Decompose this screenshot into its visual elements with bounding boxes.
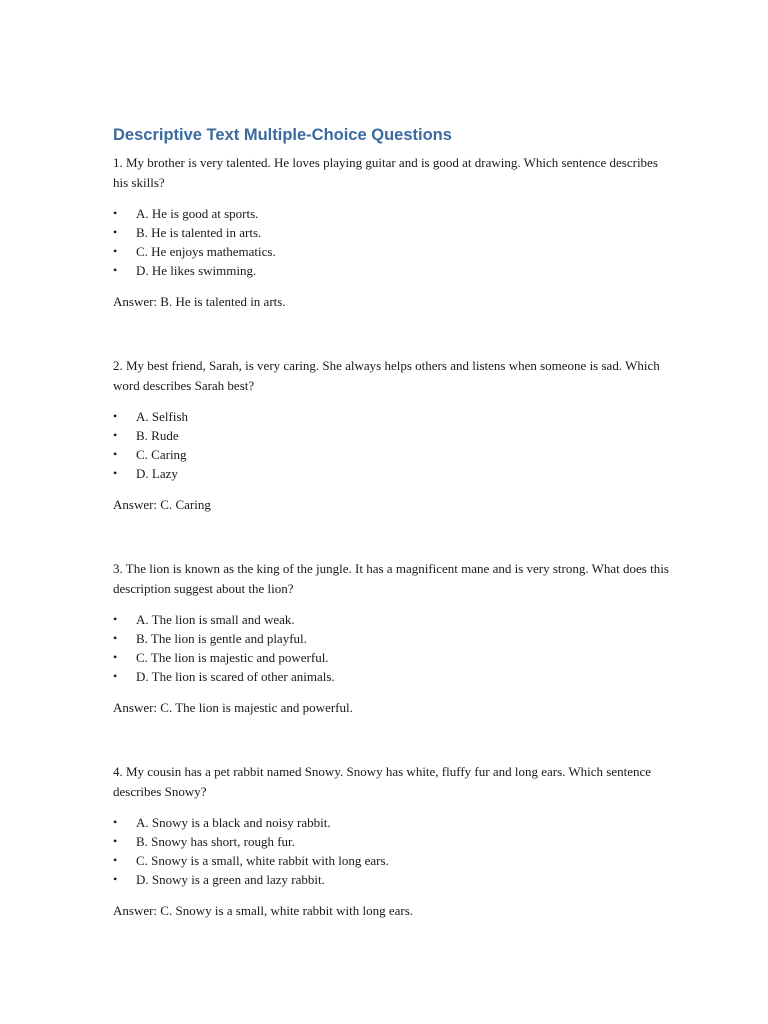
option-2c [113, 445, 673, 464]
option-4c [113, 851, 673, 870]
option-4b [113, 832, 673, 851]
question-block-2 [113, 356, 673, 515]
document-page [113, 124, 673, 965]
question-text-4: 4. My cousin has a pet rabbit named Snowy. Snowy has white, fluffy fur and long ears. Which sentence describes Snowy? [113, 764, 652, 799]
option-3c [113, 648, 673, 667]
option-3d [113, 667, 673, 686]
bullet-icon: • [113, 409, 118, 423]
question-text-3: 3. The lion is known as the king of the jungle. It has a magnificent mane and is very strong. What does this description suggest about the lion? [113, 561, 669, 596]
bullet-icon: • [113, 447, 118, 461]
option-label: A. Snowy is a black and noisy rabbit. [136, 815, 331, 830]
option-label: D. Lazy [136, 466, 178, 481]
answer-text-2: Answer: C. Caring [113, 497, 211, 512]
option-2d [113, 464, 673, 483]
bullet-icon: • [113, 669, 118, 683]
option-label: D. The lion is scared of other animals. [136, 669, 335, 684]
option-label: C. The lion is majestic and powerful. [136, 650, 329, 665]
answer-text-1: Answer: B. He is talented in arts. [113, 294, 286, 309]
bullet-icon: • [113, 650, 118, 664]
option-label: B. Snowy has short, rough fur. [136, 834, 295, 849]
option-label: C. Caring [136, 447, 187, 462]
option-4d [113, 870, 673, 889]
option-3b [113, 629, 673, 648]
bullet-icon: • [113, 834, 118, 848]
bullet-icon: • [113, 225, 118, 239]
option-2a [113, 407, 673, 426]
option-label: A. Selfish [136, 409, 188, 424]
option-label: D. Snowy is a green and lazy rabbit. [136, 872, 325, 887]
bullet-icon: • [113, 428, 118, 442]
question-block-3 [113, 559, 673, 718]
option-label: B. He is talented in arts. [136, 225, 262, 240]
question-text-2: 2. My best friend, Sarah, is very caring. She always helps others and listens when someone is sad. Which word describes Sarah best? [113, 358, 660, 393]
bullet-icon: • [113, 206, 118, 220]
bullet-icon: • [113, 815, 118, 829]
option-1b [113, 223, 673, 242]
question-block-1 [113, 153, 673, 312]
option-list-3 [113, 610, 673, 686]
option-4a [113, 813, 673, 832]
option-label: D. He likes swimming. [136, 263, 257, 278]
answer-text-4: Answer: C. Snowy is a small, white rabbit with long ears. [113, 903, 414, 918]
bullet-icon: • [113, 631, 118, 645]
option-3a [113, 610, 673, 629]
bullet-icon: • [113, 244, 118, 258]
bullet-icon: • [113, 872, 118, 886]
question-text-1: 1. My brother is very talented. He loves playing guitar and is good at drawing. Which sentence describes his skills? [113, 155, 658, 190]
option-label: B. The lion is gentle and playful. [136, 631, 307, 646]
bullet-icon: • [113, 466, 118, 480]
option-label: C. Snowy is a small, white rabbit with long ears. [136, 853, 389, 868]
option-1d [113, 261, 673, 280]
option-label: A. The lion is small and weak. [136, 612, 295, 627]
answer-text-3: Answer: C. The lion is majestic and powerful. [113, 700, 353, 715]
option-label: A. He is good at sports. [136, 206, 259, 221]
option-list-1 [113, 204, 673, 280]
bullet-icon: • [113, 612, 118, 626]
option-label: C. He enjoys mathematics. [136, 244, 276, 259]
option-1a [113, 204, 673, 223]
document-title: Descriptive Text Multiple-Choice Questions [113, 126, 452, 144]
option-2b [113, 426, 673, 445]
question-block-4 [113, 762, 673, 921]
bullet-icon: • [113, 263, 118, 277]
option-label: B. Rude [136, 428, 179, 443]
option-1c [113, 242, 673, 261]
option-list-2 [113, 407, 673, 483]
bullet-icon: • [113, 853, 118, 867]
option-list-4 [113, 813, 673, 889]
